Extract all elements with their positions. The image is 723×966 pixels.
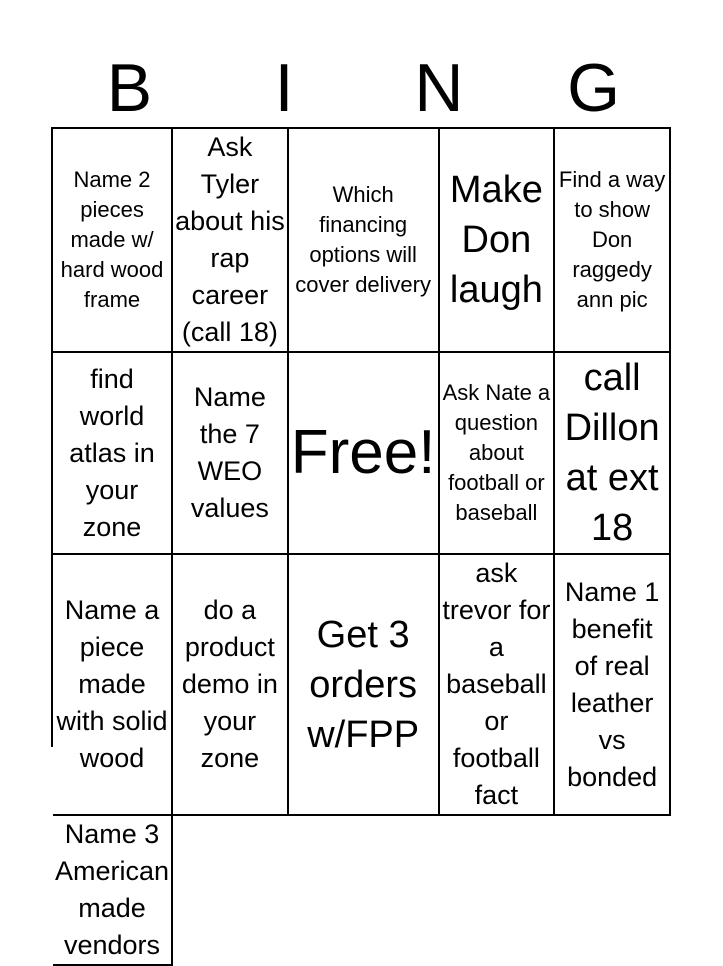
bingo-cell[interactable] bbox=[53, 555, 173, 816]
cell-text: Name 3 American made vendors bbox=[55, 819, 170, 960]
cell-text: Name the 7 WEO values bbox=[190, 382, 269, 523]
cell-text: Name 2 pieces made w/ hard wood frame bbox=[60, 167, 164, 312]
cell-text: Get 3 orders w/FPP bbox=[307, 613, 420, 756]
bingo-cell[interactable] bbox=[173, 555, 289, 816]
bingo-cell[interactable] bbox=[53, 816, 173, 966]
cell-text: find world atlas in your zone bbox=[69, 363, 155, 542]
free-space-text: Free! bbox=[290, 418, 436, 487]
header-letter-b: B bbox=[106, 50, 153, 126]
bingo-cell-free[interactable] bbox=[289, 353, 440, 555]
cell-text: do a product demo in your zone bbox=[181, 595, 278, 773]
header-letter-g: G bbox=[567, 50, 621, 126]
bingo-cell[interactable] bbox=[53, 353, 173, 555]
header-letter-i: I bbox=[274, 50, 294, 126]
bingo-cell[interactable] bbox=[440, 353, 556, 555]
cell-text: call Dillon at ext 18 bbox=[564, 357, 660, 549]
cell-text: ask trevor for a baseball or football fact bbox=[442, 558, 551, 810]
cell-text: Make Don laugh bbox=[449, 169, 543, 311]
bingo-cell[interactable] bbox=[289, 555, 440, 816]
bingo-cell[interactable] bbox=[555, 353, 671, 555]
header-letter-n: N bbox=[414, 50, 464, 126]
bingo-cell[interactable] bbox=[440, 129, 556, 353]
bingo-board bbox=[51, 127, 671, 960]
bingo-cell[interactable] bbox=[53, 129, 173, 353]
cell-text: Ask Tyler about his rap career (call 18) bbox=[175, 132, 285, 347]
bingo-cell[interactable] bbox=[173, 353, 289, 555]
bingo-cell[interactable] bbox=[440, 555, 556, 816]
cell-text: Find a way to show Don raggedy ann pic bbox=[558, 167, 666, 312]
bingo-header bbox=[52, 48, 671, 128]
cell-text: Name 1 benefit of real leather vs bonded bbox=[564, 576, 660, 792]
bingo-cell[interactable] bbox=[555, 129, 671, 353]
bingo-cell[interactable] bbox=[555, 555, 671, 816]
bingo-cell[interactable] bbox=[173, 129, 289, 353]
cell-text: Name a piece made with solid wood bbox=[56, 595, 168, 773]
cell-text: Which financing options will cover delivery bbox=[295, 182, 431, 297]
cell-text: Ask Nate a question about football or baseball bbox=[442, 380, 551, 525]
bingo-cell[interactable] bbox=[289, 129, 440, 353]
